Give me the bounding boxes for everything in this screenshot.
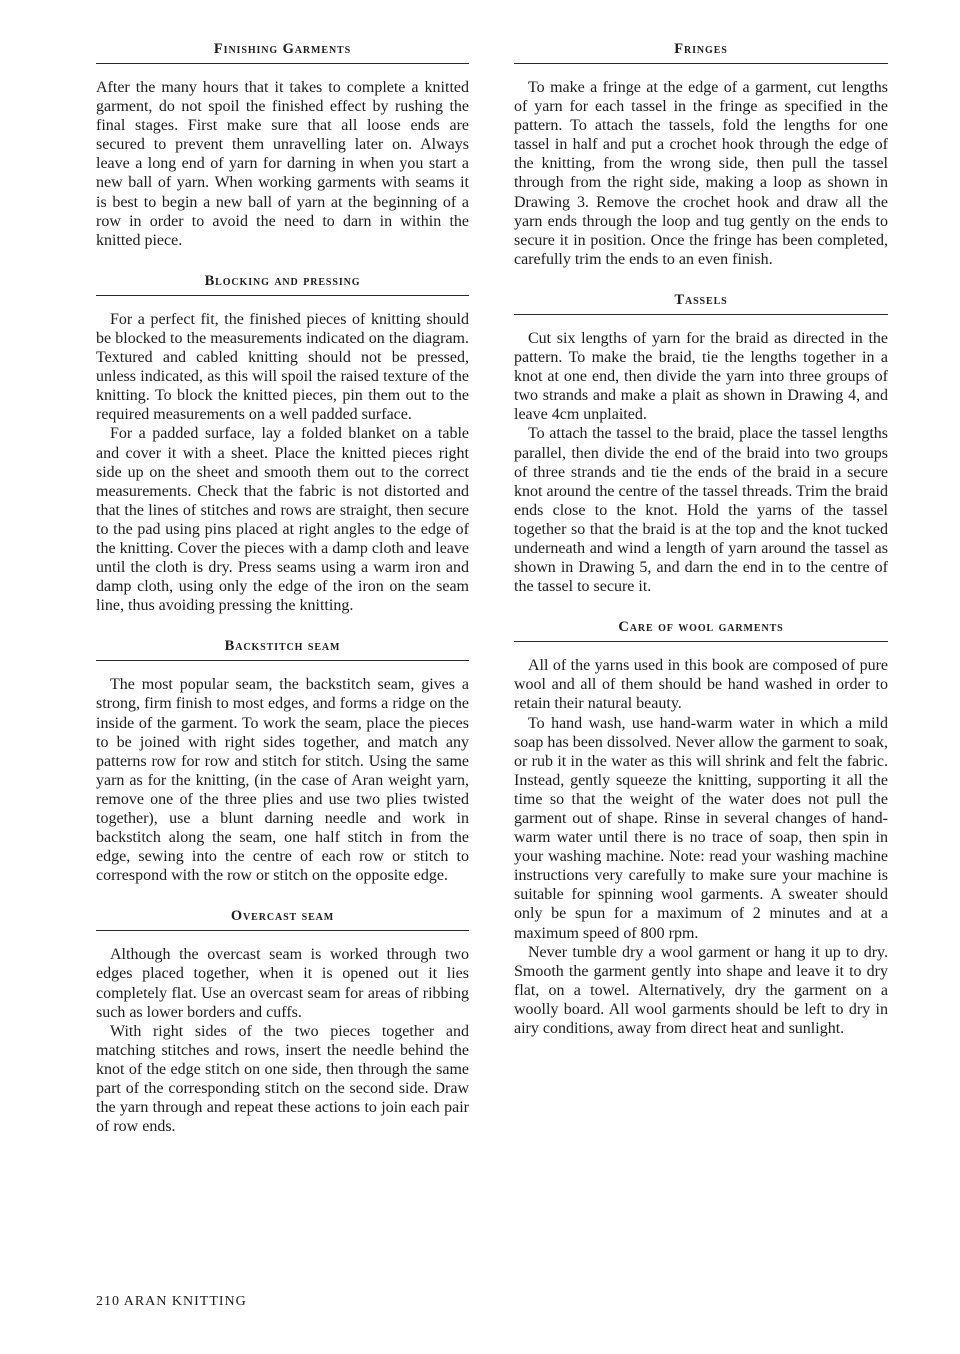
body-paragraph: With right sides of the two pieces together and matching stitches and rows, insert the needle behind the knot of the edge stitch on one side, then through the same part of the corresponding stitch on the second side. Draw the yarn through and repeat these actions to join each pair of row ends.: [96, 1022, 469, 1136]
page-footer: [96, 1294, 247, 1310]
right-column: [514, 40, 888, 1038]
section-heading: Backstitch seam: [96, 637, 469, 661]
section-heading: Tassels: [514, 291, 888, 315]
section-heading: Blocking and pressing: [96, 272, 469, 296]
body-paragraph: Never tumble dry a wool garment or hang it up to dry. Smooth the garment gently into shape and leave it to dry flat, on a towel. Alternatively, dry the garment on a woolly board. All wool garments should be left to dry in airy conditions, away from direct heat and sunlight.: [514, 943, 888, 1038]
left-column: [96, 40, 469, 1136]
body-paragraph: The most popular seam, the backstitch seam, gives a strong, firm finish to most edges, and forms a ridge on the inside of the garment. To work the seam, place the pieces to be joined with right sides together, and match any patterns row for row and stitch for stitch. Using the same yarn as for the knitting, (in the case of Aran weight yarn, remove one of the three plies and use two plies twisted together), use a blunt darning needle and work in backstitch along the seam, one half stitch in from the edge, sewing into the centre of each row or stitch to correspond with the row or stitch on the opposite edge.: [96, 676, 469, 885]
body-paragraph: To make a fringe at the edge of a garment, cut lengths of yarn for each tassel in the fringe as specified in the pattern. To attach the tassels, fold the lengths for one tassel in half and put a crochet hook through the edge of the knitting, from the wrong side, then pull the tassel through from the right side, making a loop as shown in Drawing 3. Remove the crochet hook and draw all the yarn ends through the loop and tug gently on the ends to secure it in position. Once the fringe has been completed, carefully trim the ends to an even finish.: [514, 79, 888, 268]
section-heading: Care of wool garments: [514, 618, 888, 642]
section-tassels: [514, 291, 888, 596]
body-paragraph: Cut six lengths of yarn for the braid as directed in the pattern. To make the braid, tie the lengths together in a knot at one end, then divide the yarn into three groups of two strands and make a plait as shown in Drawing 4, and leave 4cm unplaited.: [514, 329, 888, 424]
section-overcast-seam: [96, 907, 469, 1136]
section-heading: Fringes: [514, 40, 888, 64]
body-paragraph: For a perfect fit, the finished pieces of knitting should be blocked to the measurements indicated on the diagram. Textured and cabled knitting should not be pressed, unless indicated, as this will spoil the raised texture of the knitting. To block the knitted pieces, pin them out to the required measurements on a well padded surface.: [96, 310, 469, 424]
body-paragraph: All of the yarns used in this book are composed of pure wool and all of them should be hand washed in order to retain their natural beauty.: [514, 657, 888, 713]
section-heading: Finishing Garments: [96, 40, 469, 64]
section-care-of-wool-garments: [514, 618, 888, 1038]
body-paragraph: Although the overcast seam is worked through two edges placed together, when it is opened out it lies completely flat. Use an overcast seam for areas of ribbing such as lower borders and cuffs.: [96, 946, 469, 1021]
body-paragraph: To attach the tassel to the braid, place the tassel lengths parallel, then divide the end of the braid into two groups of three strands and tie the ends of the braid in a secure knot around the centre of the tassel threads. Trim the braid ends close to the knot. Hold the yarns of the tassel together so that the braid is at the top and the knot tucked underneath and wind a length of yarn around the tassel as shown in Drawing 5, and darn the end in to the centre of the tassel to secure it.: [514, 425, 888, 596]
section-heading: Overcast seam: [96, 907, 469, 931]
section-blocking-and-pressing: [96, 272, 469, 616]
page-number: 210: [96, 1294, 120, 1309]
section-fringes: [514, 40, 888, 269]
body-paragraph: To hand wash, use hand-warm water in which a mild soap has been dissolved. Never allow the garment to soak, or rub it in the water as this will shrink and felt the fabric. Instead, gently squeeze the knitting, supporting it all the time so that the weight of the water does not pull the garment out of shape. Rinse in several changes of hand-warm water until there is no trace of soap, then spin in your washing machine. Note: read your washing machine instructions very carefully to make sure your machine is suitable for spinning wool garments. A sweater should only be spun for a maximum of 2 minutes and at a maximum speed of 800 rpm.: [514, 714, 888, 942]
book-title: ARAN KNITTING: [123, 1294, 247, 1309]
section-finishing-garments: [96, 40, 469, 250]
body-paragraph: After the many hours that it takes to complete a knitted garment, do not spoil the finished effect by rushing the final stages. First make sure that all loose ends are secured to prevent them unravelling later on. Always leave a long end of yarn for darning in when you start a new ball of yarn. When working garments with seams it is best to begin a new ball of yarn at the beginning of a row in order to avoid the need to darn in within the knitted piece.: [96, 79, 469, 249]
section-backstitch-seam: [96, 637, 469, 885]
body-paragraph: For a padded surface, lay a folded blanket on a table and cover it with a sheet. Place the knitted pieces right side up on the sheet and smooth them out to the correct measurements. Check that the fabric is not distorted and that the lines of stitches and rows are straight, then secure to the pad using pins placed at right angles to the edge of the knitting. Cover the pieces with a damp cloth and leave until the cloth is dry. Press seams using a warm iron and damp cloth, using only the edge of the iron on the seam line, thus avoiding pressing the knitting.: [96, 425, 469, 615]
